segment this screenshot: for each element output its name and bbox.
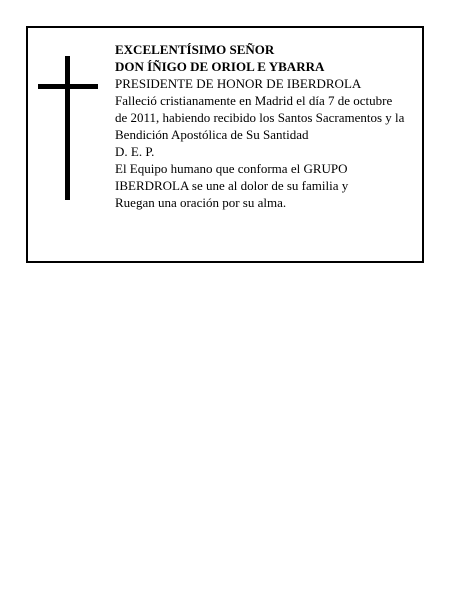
deceased-position: PRESIDENTE DE HONOR DE IBERDROLA — [115, 76, 362, 91]
latin-cross-icon — [38, 56, 98, 200]
obituary-notice — [26, 26, 424, 263]
obituary-text — [115, 41, 421, 211]
cross-vertical-bar — [65, 56, 70, 200]
deceased-name: DON ÍÑIGO DE ORIOL E YBARRA — [115, 59, 325, 74]
message-line-3: Ruegan una oración por su alma. — [115, 195, 287, 210]
honorific: EXCELENTÍSIMO SEÑOR — [115, 42, 275, 57]
rip-abbreviation: D. E. P. — [115, 144, 155, 159]
cross-horizontal-bar — [38, 84, 98, 89]
death-line-1: Falleció cristianamente en Madrid el día 7 de octubre — [115, 93, 393, 108]
death-line-3: Bendición Apostólica de Su Santidad — [115, 127, 309, 142]
message-line-1: El Equipo humano que conforma el GRUPO — [115, 161, 348, 176]
death-line-2: de 2011, habiendo recibido los Santos Sacramentos y la — [115, 110, 405, 125]
message-line-2: IBERDROLA se une al dolor de su familia y — [115, 178, 349, 193]
